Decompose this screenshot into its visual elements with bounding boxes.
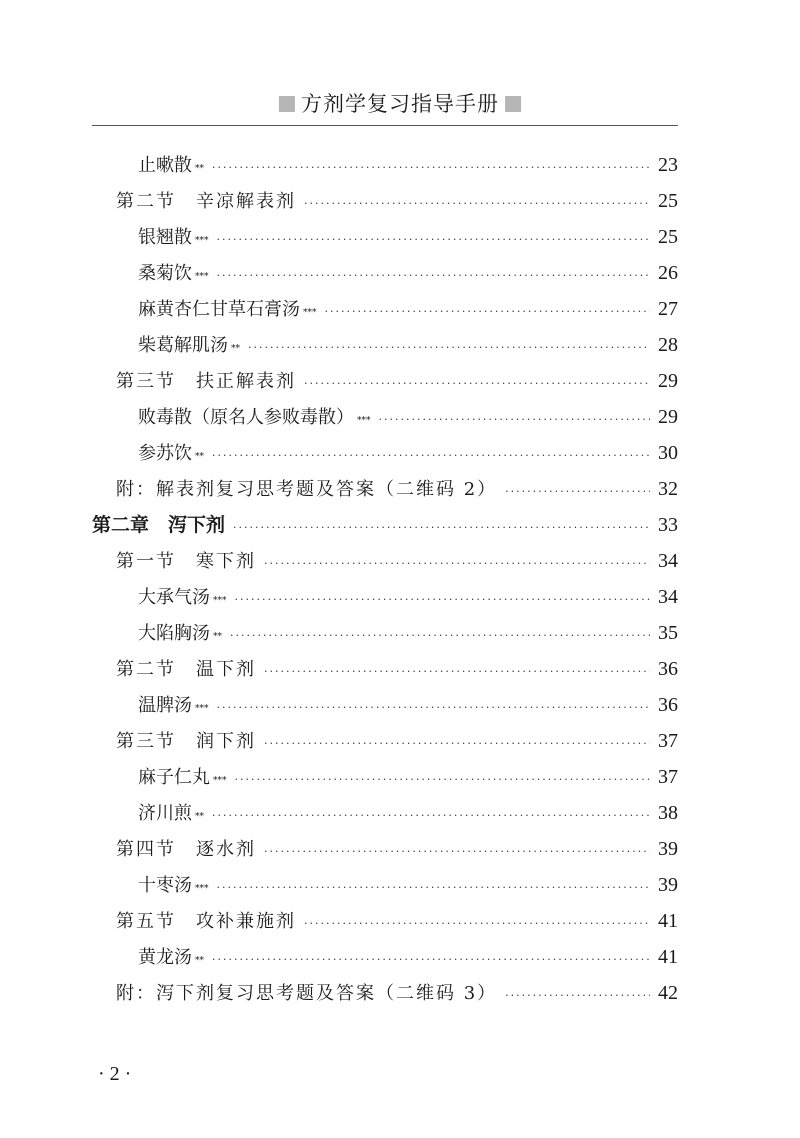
entry-page-number: 39 <box>658 874 678 896</box>
entry-title: 第三节 润下剂 <box>116 731 256 752</box>
entry-page-number: 39 <box>658 838 678 860</box>
importance-stars: *** <box>213 596 227 606</box>
entry-page-number: 35 <box>658 622 678 644</box>
entry-title: 济川煎 <box>138 803 192 824</box>
toc-entry[interactable] <box>92 399 678 435</box>
importance-stars: *** <box>195 272 209 282</box>
importance-stars: ** <box>195 164 204 174</box>
toc-section[interactable] <box>92 903 678 939</box>
entry-page-number: 27 <box>658 298 678 320</box>
entry-page-number: 29 <box>658 406 678 428</box>
entry-title: 第二节 辛凉解表剂 <box>116 191 296 212</box>
toc-entry[interactable] <box>92 219 678 255</box>
entry-title: 止嗽散 <box>138 155 192 176</box>
entry-page-number: 42 <box>658 982 678 1004</box>
entry-title: 大承气汤 <box>138 587 210 608</box>
book-title: 方剂学复习指导手册 <box>301 92 499 116</box>
entry-title: 败毒散（原名人参败毒散） <box>138 407 354 428</box>
dot-leader <box>217 258 651 294</box>
entry-title: 第五节 攻补兼施剂 <box>116 911 296 932</box>
entry-title: 柴葛解肌汤 <box>138 335 228 356</box>
dot-leader <box>230 618 650 654</box>
entry-page-number: 36 <box>658 694 678 716</box>
dot-leader <box>505 474 650 510</box>
importance-stars: *** <box>195 704 209 714</box>
entry-title: 银翘散 <box>138 227 192 248</box>
dot-leader <box>212 942 650 978</box>
running-header <box>0 88 800 118</box>
toc-section[interactable] <box>92 543 678 579</box>
entry-title: 第一节 寒下剂 <box>116 551 256 572</box>
page-number: · 2 · <box>98 1063 132 1085</box>
toc-section[interactable] <box>92 975 678 1011</box>
entry-page-number: 33 <box>658 514 678 536</box>
entry-page-number: 26 <box>658 262 678 284</box>
importance-stars: ** <box>195 812 204 822</box>
dot-leader <box>248 330 650 366</box>
importance-stars: *** <box>195 236 209 246</box>
importance-stars: ** <box>195 452 204 462</box>
toc-entry[interactable] <box>92 147 678 183</box>
entry-title: 参苏饮 <box>138 443 192 464</box>
entry-title: 第四节 逐水剂 <box>116 839 256 860</box>
entry-page-number: 25 <box>658 190 678 212</box>
toc-entry[interactable] <box>92 291 678 327</box>
entry-page-number: 34 <box>658 550 678 572</box>
entry-page-number: 37 <box>658 766 678 788</box>
toc-entry[interactable] <box>92 939 678 975</box>
toc-section[interactable] <box>92 651 678 687</box>
dot-leader <box>304 186 650 222</box>
dot-leader <box>217 222 651 258</box>
importance-stars: *** <box>195 884 209 894</box>
toc-entry[interactable] <box>92 435 678 471</box>
entry-title: 麻子仁丸 <box>138 767 210 788</box>
entry-page-number: 34 <box>658 586 678 608</box>
dot-leader <box>304 366 650 402</box>
toc-entry[interactable] <box>92 255 678 291</box>
entry-page-number: 23 <box>658 154 678 176</box>
entry-title: 黄龙汤 <box>138 947 192 968</box>
table-of-contents <box>92 147 678 1011</box>
entry-page-number: 29 <box>658 370 678 392</box>
toc-entry[interactable] <box>92 327 678 363</box>
toc-entry[interactable] <box>92 795 678 831</box>
entry-page-number: 41 <box>658 946 678 968</box>
dot-leader <box>325 294 651 330</box>
dot-leader <box>217 690 651 726</box>
entry-page-number: 38 <box>658 802 678 824</box>
dot-leader <box>264 834 650 870</box>
importance-stars: ** <box>195 956 204 966</box>
toc-entry[interactable] <box>92 687 678 723</box>
dot-leader <box>264 654 650 690</box>
importance-stars: ** <box>213 632 222 642</box>
entry-title: 大陷胸汤 <box>138 623 210 644</box>
dot-leader <box>233 510 650 546</box>
importance-stars: *** <box>303 308 317 318</box>
dot-leader <box>212 438 650 474</box>
entry-title: 第二章 泻下剂 <box>92 514 226 536</box>
entry-title: 第三节 扶正解表剂 <box>116 371 296 392</box>
importance-stars: *** <box>357 416 371 426</box>
toc-section[interactable] <box>92 723 678 759</box>
header-rule <box>92 125 678 126</box>
dot-leader <box>264 726 650 762</box>
toc-chapter[interactable] <box>92 507 678 543</box>
importance-stars: *** <box>213 776 227 786</box>
entry-page-number: 37 <box>658 730 678 752</box>
toc-section[interactable] <box>92 471 678 507</box>
dot-leader <box>264 546 650 582</box>
entry-page-number: 32 <box>658 478 678 500</box>
entry-title: 附：解表剂复习思考题及答案（二维码 2） <box>116 479 498 500</box>
dot-leader <box>304 906 650 942</box>
dot-leader <box>379 402 651 438</box>
toc-entry[interactable] <box>92 867 678 903</box>
entry-page-number: 41 <box>658 910 678 932</box>
entry-title: 桑菊饮 <box>138 263 192 284</box>
toc-entry[interactable] <box>92 759 678 795</box>
entry-page-number: 25 <box>658 226 678 248</box>
toc-section[interactable] <box>92 183 678 219</box>
header-square-icon <box>279 96 295 112</box>
dot-leader <box>217 870 651 906</box>
entry-title: 麻黄杏仁甘草石膏汤 <box>138 299 300 320</box>
importance-stars: ** <box>231 344 240 354</box>
entry-page-number: 36 <box>658 658 678 680</box>
entry-page-number: 30 <box>658 442 678 464</box>
entry-page-number: 28 <box>658 334 678 356</box>
header-square-icon <box>505 96 521 112</box>
entry-title: 附：泻下剂复习思考题及答案（二维码 3） <box>116 983 498 1004</box>
dot-leader <box>505 978 650 1014</box>
toc-entry[interactable] <box>92 579 678 615</box>
entry-title: 温脾汤 <box>138 695 192 716</box>
toc-section[interactable] <box>92 831 678 867</box>
toc-section[interactable] <box>92 363 678 399</box>
dot-leader <box>235 762 651 798</box>
entry-title: 十枣汤 <box>138 875 192 896</box>
dot-leader <box>212 798 650 834</box>
entry-title: 第二节 温下剂 <box>116 659 256 680</box>
dot-leader <box>212 150 650 186</box>
toc-entry[interactable] <box>92 615 678 651</box>
dot-leader <box>235 582 651 618</box>
